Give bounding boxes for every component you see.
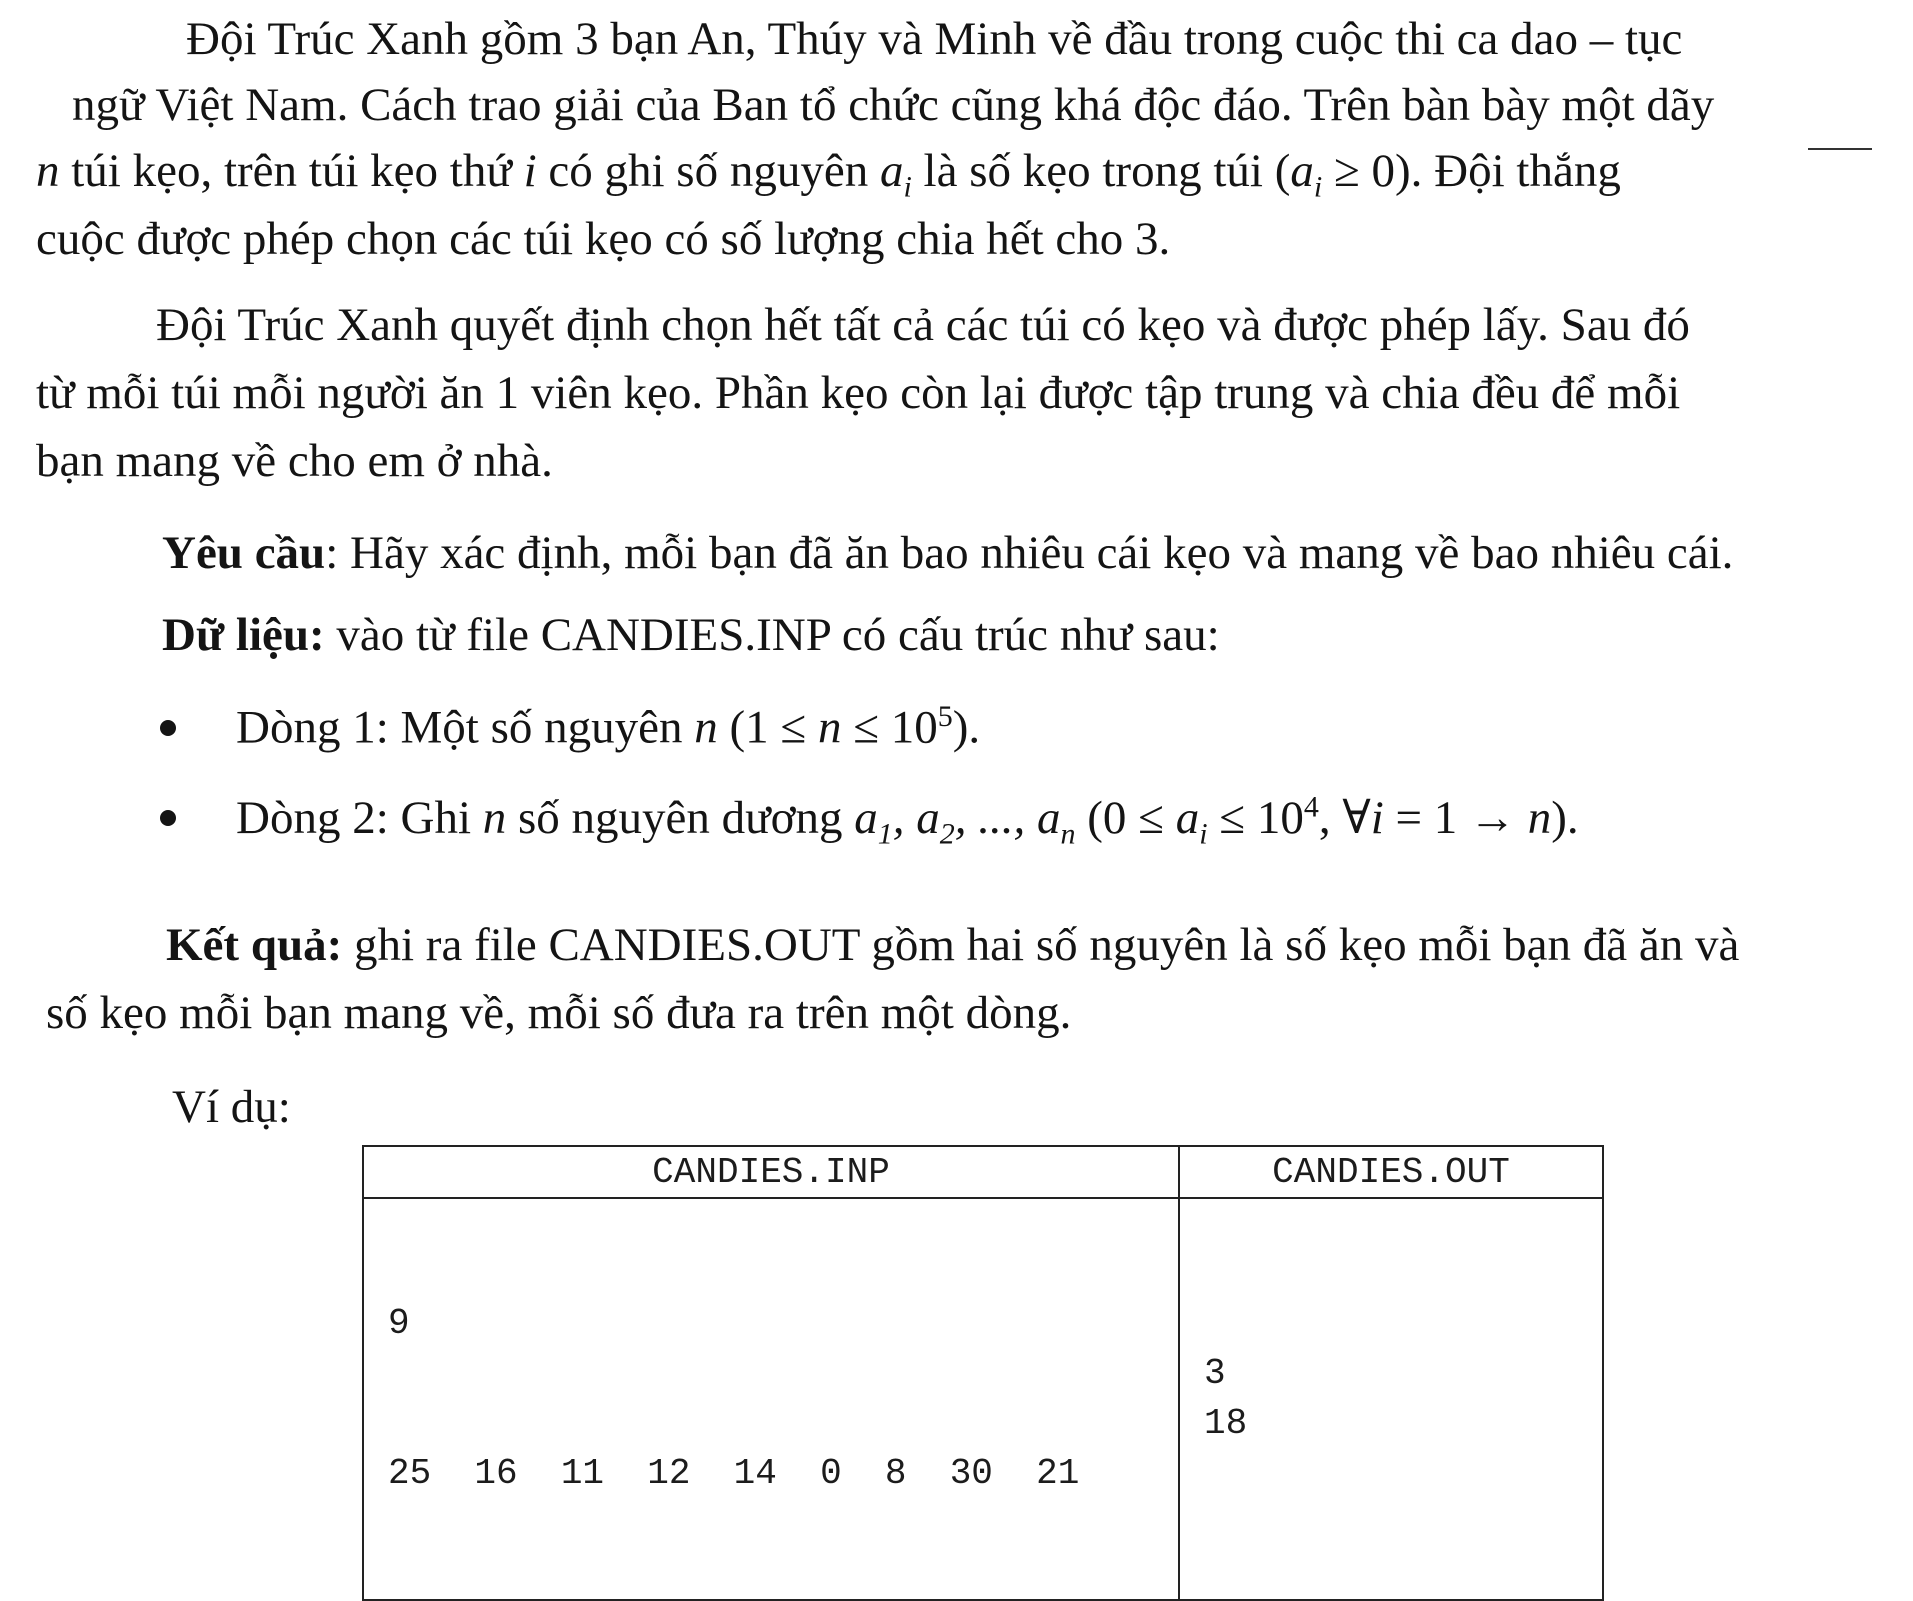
- header-input: CANDIES.INP: [363, 1146, 1179, 1198]
- intro-line-4: cuộc được phép chọn các túi kẹo có số lượng chia hết cho 3.: [36, 213, 1171, 265]
- text-span: (1 ≤: [717, 701, 818, 754]
- text-span: là số kẹo trong túi (: [911, 145, 1291, 197]
- output-spec-label: Kết quả:: [166, 919, 343, 971]
- input-cell: [363, 1198, 1179, 1600]
- intro-line-2: ngữ Việt Nam. Cách trao giải của Ban tổ chức cũng khá độc đáo. Trên bàn bày một dãy: [72, 79, 1715, 131]
- sequence: $a_1$, $a_2$, ..., $a_n$: [854, 792, 1076, 851]
- text-span: ≥ 0). Đội thắng: [1322, 145, 1621, 197]
- text-span: (0 ≤: [1075, 792, 1176, 844]
- intro-line-3: [36, 144, 1621, 204]
- scan-artifact: [1808, 148, 1872, 150]
- input-line-2: 25 16 11 12 14 0 8 30 21: [388, 1453, 1080, 1494]
- input-spec-line: [162, 608, 1220, 662]
- text-span: ).: [1551, 792, 1579, 844]
- bullet-line-1: [160, 700, 980, 755]
- var-n: n: [694, 701, 718, 754]
- example-table: [362, 1145, 1604, 1601]
- var-ai: $a_i$: [1175, 792, 1208, 851]
- rules-line-3: bạn mang về cho em ở nhà.: [36, 435, 553, 487]
- var-n: n: [1527, 792, 1552, 844]
- input-line-1: 9: [388, 1303, 410, 1344]
- text-span: túi kẹo, trên túi kẹo thứ: [59, 145, 524, 197]
- output-spec-line-1: [166, 918, 1739, 972]
- var-n: n: [482, 792, 507, 844]
- var-i: i: [523, 145, 537, 197]
- var-n: n: [817, 701, 842, 754]
- example-label: Ví dụ:: [172, 1081, 291, 1133]
- exponent: 5: [937, 700, 953, 733]
- intro-line-1: Đội Trúc Xanh gồm 3 bạn An, Thúy và Minh về đầu trong cuộc thi ca dao – tục: [186, 13, 1683, 65]
- bullet-line-2: [160, 790, 1579, 851]
- exponent: 4: [1303, 790, 1319, 824]
- rules-line-2: từ mỗi túi mỗi người ăn 1 viên kẹo. Phần kẹo còn lại được tập trung và chia đều để mỗi: [36, 367, 1681, 419]
- text-span: Dòng 2: Ghi: [236, 792, 483, 844]
- var-ai-cond: $a_i$: [1290, 145, 1323, 204]
- text-span: số nguyên dương: [506, 792, 855, 844]
- output-spec-line-2: số kẹo mỗi bạn mang về, mỗi số đưa ra trên một dòng.: [46, 987, 1072, 1039]
- text-span: ).: [952, 701, 981, 754]
- text-span: = 1 →: [1383, 792, 1528, 844]
- requirement-line: [162, 526, 1733, 580]
- table-header-row: [363, 1146, 1603, 1198]
- output-line-1: 3: [1204, 1353, 1226, 1394]
- text-span: ≤ 10: [1207, 792, 1304, 844]
- requirement-label: Yêu cầu: [162, 527, 326, 579]
- output-spec-text: ghi ra file CANDIES.OUT gồm hai số nguyên là số kẹo mỗi bạn đã ăn và: [342, 919, 1740, 971]
- text-span: ≤ 10: [841, 701, 938, 754]
- var-n: n: [36, 145, 60, 197]
- input-spec-label: Dữ liệu:: [162, 609, 325, 661]
- var-ai: $a_i$: [879, 145, 912, 204]
- bullet-icon: [160, 810, 176, 826]
- text-span: , ∀: [1318, 792, 1371, 844]
- text-span: có ghi số nguyên: [536, 145, 880, 197]
- output-cell: [1179, 1198, 1603, 1600]
- output-line-2: 18: [1204, 1403, 1248, 1444]
- header-output: CANDIES.OUT: [1179, 1146, 1603, 1198]
- table-row: [363, 1198, 1603, 1600]
- requirement-text: : Hãy xác định, mỗi bạn đã ăn bao nhiêu cái kẹo và mang về bao nhiêu cái.: [325, 527, 1734, 579]
- text-span: Dòng 1: Một số nguyên: [236, 701, 695, 754]
- bullet-icon: [160, 720, 176, 736]
- input-spec-text: vào từ file CANDIES.INP có cấu trúc như sau:: [324, 609, 1220, 661]
- var-i: i: [1370, 792, 1384, 844]
- rules-line-1: Đội Trúc Xanh quyết định chọn hết tất cả các túi có kẹo và được phép lấy. Sau đó: [156, 299, 1690, 351]
